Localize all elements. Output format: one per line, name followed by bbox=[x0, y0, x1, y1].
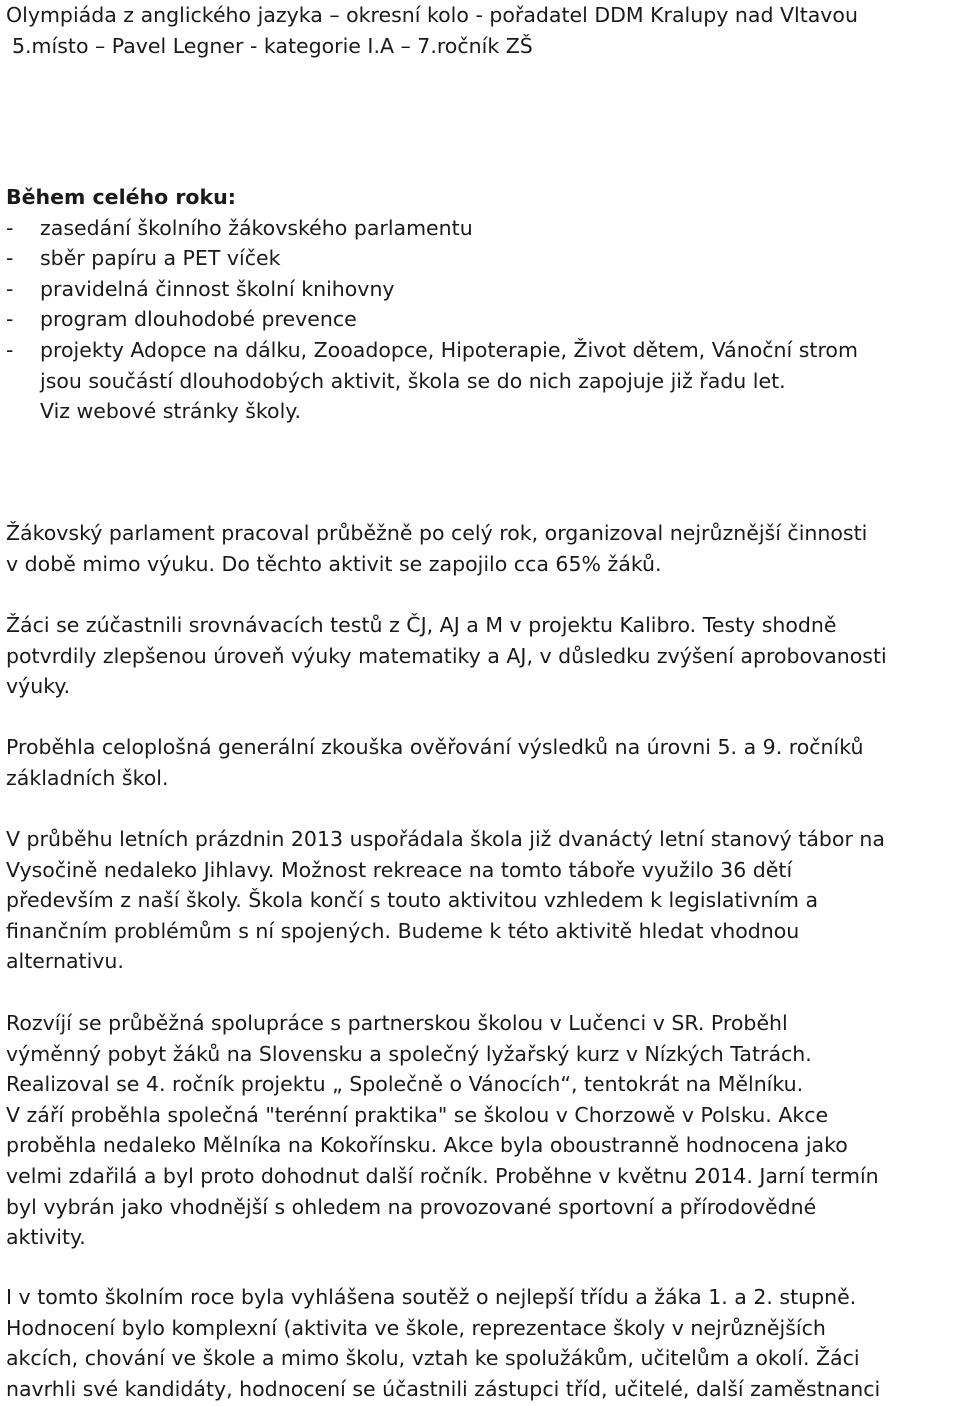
dash-bullet: - bbox=[6, 307, 14, 332]
olympiad-result bbox=[6, 0, 954, 61]
olympiad-title: Olympiáda z anglického jazyka – okresní kolo - pořadatel DDM Kralupy nad Vltavou bbox=[6, 3, 858, 27]
parliament-paragraph: Žákovský parlament pracoval průběžně po celý rok, organizoval nejrůznější činnosti v době mimo výuku. Do těchto aktivit se zapojilo cca 65% žáků. bbox=[6, 521, 868, 576]
partnership-paragraph: Rozvíjí se průběžná spolupráce s partnerskou školou v Lučenci v SR. Proběhl výměnný pobyt žáků na Slovensku a společný lyžařský kurz v Nízkých Tatrách. Realizoval se 4. ročník projektu „ Společně o Vánocích“, tentokrát na Mělníku. V září proběhla společná "terénní praktika" se školou v Chorzowě v Polsku. Akce proběhla nedaleko Mělníka na Kokořínsku. Akce byla oboustranně hodnocena jako velmi zdařilá a byl proto dohodnut další ročník. Proběhne v květnu 2014. Jarní termín byl vybrán jako vhodnější s ohledem na provozované sportovní a přírodovědné aktivity. bbox=[6, 1011, 879, 1250]
list-item: - program dlouhodobé prevence bbox=[6, 304, 954, 335]
list-item: - projekty Adopce na dálku, Zooadopce, Hipoterapie, Život dětem, Vánoční strom bbox=[6, 335, 954, 366]
list-continuation: jsou součástí dlouhodobých aktivit, škola se do nich zapojuje již řadu let. bbox=[40, 368, 786, 393]
dash-bullet: - bbox=[6, 246, 14, 271]
best-class-paragraph: I v tomto školním roce byla vyhlášena soutěž o nejlepší třídu a žáka 1. a 2. stupně. Hodnocení bylo komplexní (aktivita ve škole, reprezentace školy v nejrůznějších akcích, chování ve škole a mimo školu, vztah ke spolužákům, učitelům a okolí. Žáci navrhli své kandidáty, hodnocení se účastnili zástupci tříd, učitelé, další zaměstnanci bbox=[6, 1285, 881, 1401]
year-section bbox=[6, 182, 954, 427]
activity-list bbox=[6, 213, 954, 366]
dash-bullet: - bbox=[6, 276, 14, 301]
list-item: - sběr papíru a PET víček bbox=[6, 243, 954, 274]
list-item: - pravidelná činnost školní knihovny bbox=[6, 274, 954, 305]
section-heading: Během celého roku: bbox=[6, 185, 236, 209]
kalibro-paragraph: Žáci se zúčastnili srovnávacích testů z ČJ, AJ a M v projektu Kalibro. Testy shodně potvrdily zlepšenou úroveň výuky matematiky a AJ, v důsledku zvýšení aprobovanosti výuky. bbox=[6, 613, 887, 699]
website-reference: Viz webové stránky školy. bbox=[40, 399, 302, 424]
dash-bullet: - bbox=[6, 337, 14, 362]
dash-bullet: - bbox=[6, 215, 14, 240]
list-item: - zasedání školního žákovského parlamentu bbox=[6, 213, 954, 244]
olympiad-placement: 5.místo – Pavel Legner - kategorie I.A – 7.ročník ZŠ bbox=[12, 33, 533, 58]
summer-camp-paragraph: V průběhu letních prázdnin 2013 uspořádala škola již dvanáctý letní stanový tábor na Vysočině nedaleko Jihlavy. Možnost rekreace na tomto táboře využilo 36 dětí především z naší školy. Škola končí s touto aktivitou vzhledem k legislativním a finančním problémům s ní spojených. Budeme k této aktivitě hledat vhodnou alternativu. bbox=[6, 827, 885, 974]
general-exam-paragraph: Proběhla celoplošná generální zkouška ověřování výsledků na úrovni 5. a 9. ročníků základních škol. bbox=[6, 735, 864, 790]
